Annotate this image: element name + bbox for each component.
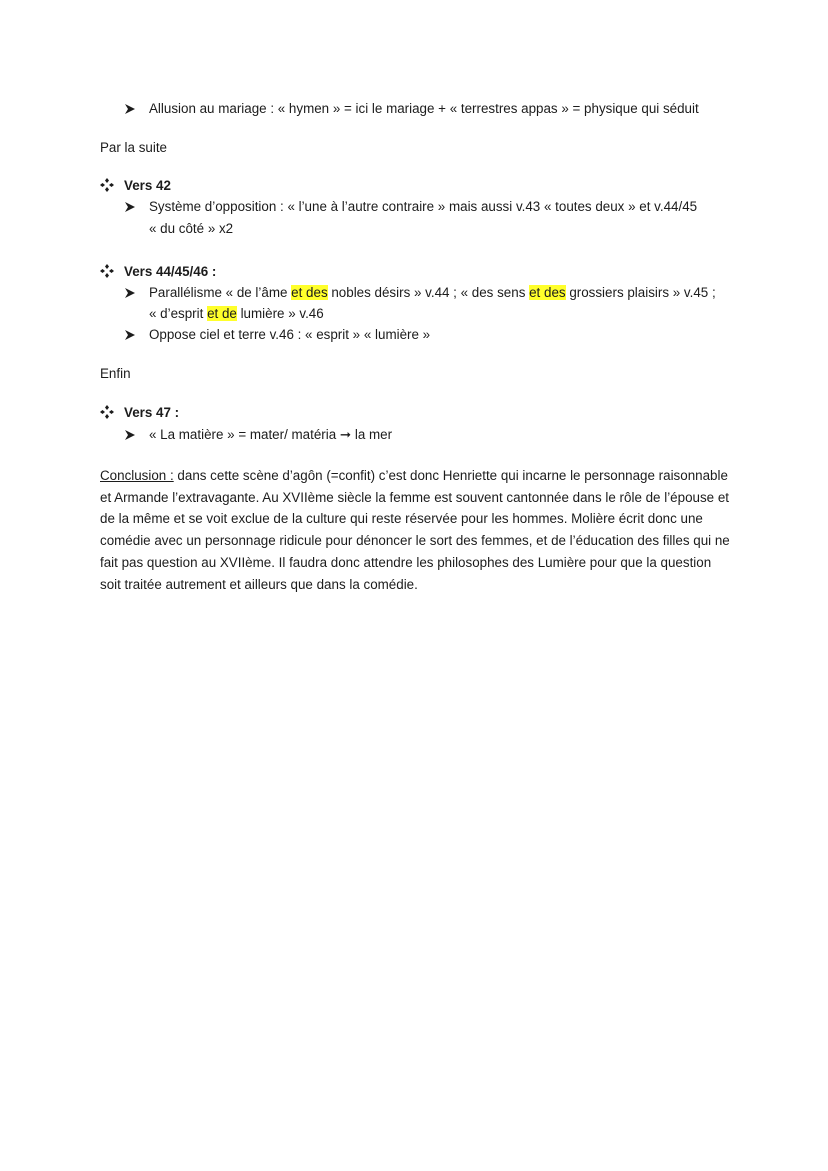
text-segment: grossiers plaisirs » v.45 ;: [565, 285, 716, 300]
list-item-continuation: « du côté » x2: [149, 221, 234, 236]
transition-text: Par la suite: [100, 140, 167, 155]
text-segment: Parallélisme « de l’âme: [149, 285, 292, 300]
text-segment: « d’esprit: [149, 306, 208, 321]
four-diamond-bullet-icon: [100, 264, 114, 278]
text-segment: « La matière » = mater/ matéria: [149, 427, 340, 442]
four-diamond-bullet-icon: [100, 405, 114, 419]
list-item: Système d’opposition : « l’une à l’autre contraire » mais aussi v.43 « toutes deux » et v.44/45: [149, 199, 698, 214]
list-item: [149, 426, 392, 444]
four-diamond-bullet-icon: [100, 178, 114, 192]
section-heading: Vers 44/45/46 :: [124, 264, 217, 279]
list-item-continuation: [149, 305, 324, 323]
list-item: Allusion au mariage : « hymen » = ici le mariage + « terrestres appas » = physique qui séduit: [149, 101, 699, 116]
arrowhead-bullet-icon: [124, 201, 136, 213]
arrowhead-bullet-icon: [124, 429, 136, 441]
arrowhead-bullet-icon: [124, 329, 136, 341]
conclusion-label: Conclusion :: [100, 468, 174, 483]
text-segment: lumière » v.46: [236, 306, 324, 321]
conclusion-text: dans cette scène d’agôn (=confit) c’est donc Henriette qui incarne le personnage raisonnable et Armande l’extravagante. Au XVIIème siècle la femme est souvent cantonnée dans le rôle de l’épouse et de la même et se voit exclue de la culture qui reste réservée pour les hommes. Molière écrit donc une comédie avec un personnage ridicule pour dénoncer le sort des femmes, et de l’éducation des filles qui ne fait pas question au XVIIème. Il faudra donc attendre les philosophes des Lumière pour que la question soit traitée autrement et ailleurs que dans la comédie.: [100, 468, 730, 592]
transition-text: Enfin: [100, 366, 131, 381]
section-heading: Vers 47 :: [124, 405, 180, 420]
list-item: [149, 284, 716, 302]
arrowhead-bullet-icon: [124, 287, 136, 299]
text-segment: nobles désirs » v.44 ; « des sens: [327, 285, 530, 300]
conclusion-paragraph: [100, 465, 732, 595]
section-heading: Vers 42: [124, 178, 171, 193]
highlighted-text: et de: [207, 306, 237, 321]
arrowhead-bullet-icon: [124, 103, 136, 115]
text-segment: la mer: [351, 427, 393, 442]
list-item: Oppose ciel et terre v.46 : « esprit » « lumière »: [149, 327, 431, 342]
right-arrow-icon: ➞: [339, 427, 352, 442]
highlighted-text: et des: [291, 285, 328, 300]
highlighted-text: et des: [529, 285, 566, 300]
